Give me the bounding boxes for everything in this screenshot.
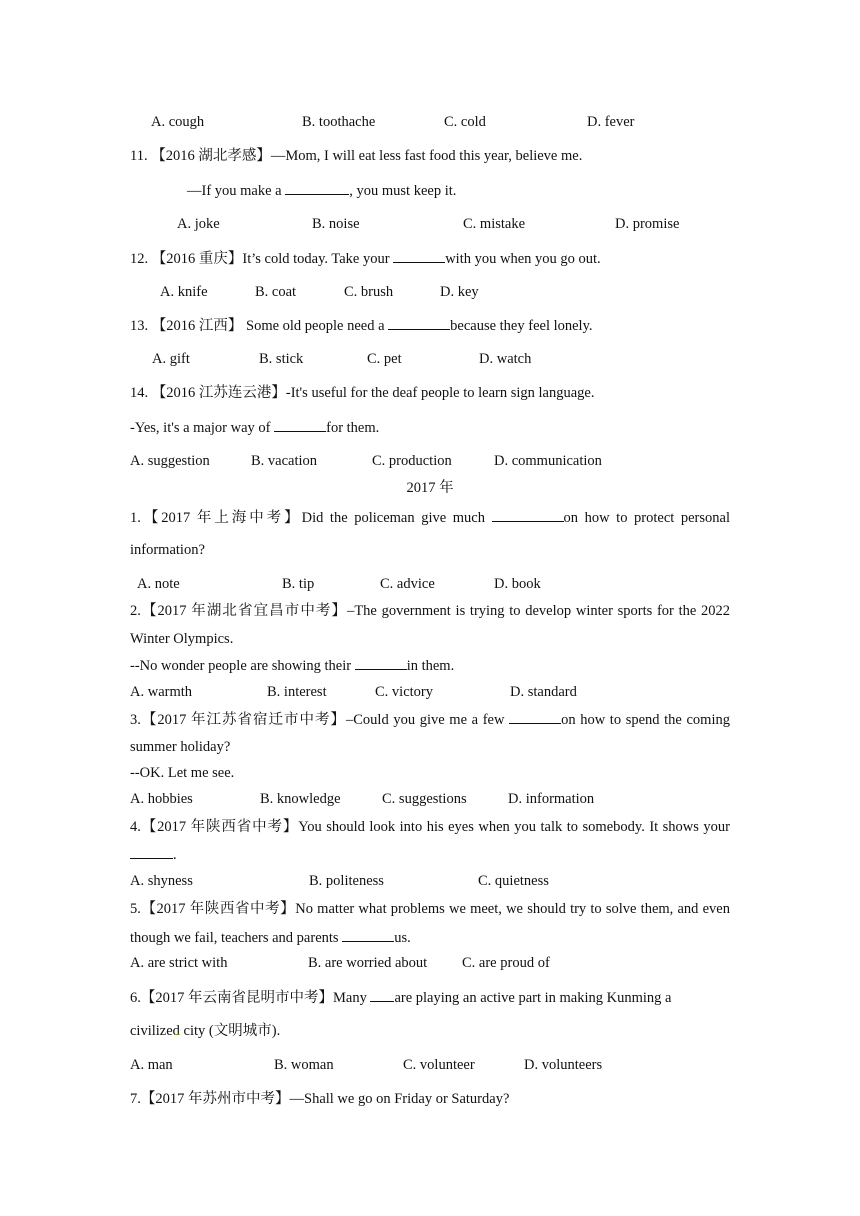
option-c: C. mistake: [463, 216, 526, 232]
question-13-stem: 13. 【2016 江西】 Some old people need a because they feel lonely.: [130, 318, 593, 334]
answer-blank: [388, 316, 450, 330]
option-b: B. coat: [255, 284, 297, 300]
option-d: D. fever: [587, 114, 635, 130]
question-3-stem: 3.【2017 年江苏省宿迁市中考】–Could you give me a few on how to spend the coming: [130, 712, 730, 728]
option-a: A. man: [130, 1057, 173, 1073]
question-14-reply: -Yes, it's a major way of for them.: [130, 420, 380, 436]
option-b: B. knowledge: [260, 791, 341, 807]
answer-blank: [342, 928, 394, 942]
option-c: C. production: [372, 453, 452, 469]
option-d: D. promise: [615, 216, 680, 232]
question-11-reply: —If you make a , you must keep it.: [187, 183, 457, 199]
question-14-stem: 14. 【2016 江苏连云港】-It's useful for the deaf people to learn sign language.: [130, 385, 595, 401]
option-d: D. standard: [510, 684, 577, 700]
question-6-stem-cont: civilized city (文明城市).: [130, 1023, 281, 1039]
option-b: B. toothache: [302, 114, 376, 130]
annotation-mark: [174, 1031, 179, 1035]
option-a: A. are strict with: [130, 955, 228, 971]
question-1-stem-cont: information?: [130, 542, 205, 558]
question-2-reply: --No wonder people are showing their in them.: [130, 658, 455, 674]
option-b: B. interest: [267, 684, 327, 700]
option-a: A. suggestion: [130, 453, 210, 469]
question-11-stem: 11. 【2016 湖北孝感】—Mom, I will eat less fast food this year, believe me.: [130, 148, 583, 164]
option-d: D. communication: [494, 453, 602, 469]
option-d: D. volunteers: [524, 1057, 603, 1073]
question-3-reply: --OK. Let me see.: [130, 765, 235, 781]
option-b: B. politeness: [309, 873, 384, 889]
option-a: A. warmth: [130, 684, 193, 700]
question-5-stem: 5.【2017 年陕西省中考】No matter what problems we meet, we should try to solve them, and even: [130, 901, 730, 917]
option-d: D. book: [494, 576, 541, 592]
option-a: A. note: [137, 576, 180, 592]
option-d: D. key: [440, 284, 479, 300]
option-c: C. are proud of: [462, 955, 550, 971]
question-7-stem: 7.【2017 年苏州市中考】—Shall we go on Friday or Saturday?: [130, 1091, 510, 1107]
answer-blank: [509, 710, 561, 724]
question-1-stem: 1.【2017 年上海中考】Did the policeman give much on how to protect personal: [130, 510, 730, 526]
option-a: A. joke: [177, 216, 220, 232]
option-b: B. vacation: [251, 453, 318, 469]
question-4-stem-cont: .: [130, 845, 177, 864]
answer-blank: [355, 656, 407, 670]
answer-blank: [370, 988, 394, 1002]
option-c: C. brush: [344, 284, 394, 300]
option-b: B. noise: [312, 216, 360, 232]
answer-blank: [492, 508, 564, 522]
question-4-stem: 4.【2017 年陕西省中考】You should look into his eyes when you talk to somebody. It shows your: [130, 819, 730, 835]
option-c: C. cold: [444, 114, 486, 130]
option-c: C. advice: [380, 576, 435, 592]
option-a: A. hobbies: [130, 791, 193, 807]
option-b: B. tip: [282, 576, 315, 592]
answer-blank: [285, 181, 349, 195]
option-a: A. cough: [151, 114, 205, 130]
option-c: C. pet: [367, 351, 402, 367]
question-12-stem: 12. 【2016 重庆】It’s cold today. Take your with you when you go out.: [130, 251, 601, 267]
option-b: B. are worried about: [308, 955, 428, 971]
option-b: B. stick: [259, 351, 304, 367]
question-3-stem-cont: summer holiday?: [130, 739, 231, 755]
year-heading: 2017 年: [406, 480, 454, 496]
option-d: D. information: [508, 791, 595, 807]
question-2-stem: 2.【2017 年湖北省宜昌市中考】–The government is trying to develop winter sports for the 2022: [130, 603, 730, 619]
option-b: B. woman: [274, 1057, 334, 1073]
option-c: C. suggestions: [382, 791, 467, 807]
question-5-stem-cont: though we fail, teachers and parents us.: [130, 930, 411, 946]
option-d: D. watch: [479, 351, 532, 367]
answer-blank: [130, 845, 173, 859]
answer-blank: [274, 418, 326, 432]
option-c: C. victory: [375, 684, 433, 700]
answer-blank: [393, 249, 445, 263]
question-6-stem: 6.【2017 年云南省昆明市中考】Many are playing an active part in making Kunming a: [130, 990, 672, 1006]
option-c: C. quietness: [478, 873, 549, 889]
option-a: A. shyness: [130, 873, 193, 889]
question-2-stem-cont: Winter Olympics.: [130, 631, 234, 647]
option-a: A. gift: [152, 351, 190, 367]
option-c: C. volunteer: [403, 1057, 475, 1073]
option-a: A. knife: [160, 284, 208, 300]
